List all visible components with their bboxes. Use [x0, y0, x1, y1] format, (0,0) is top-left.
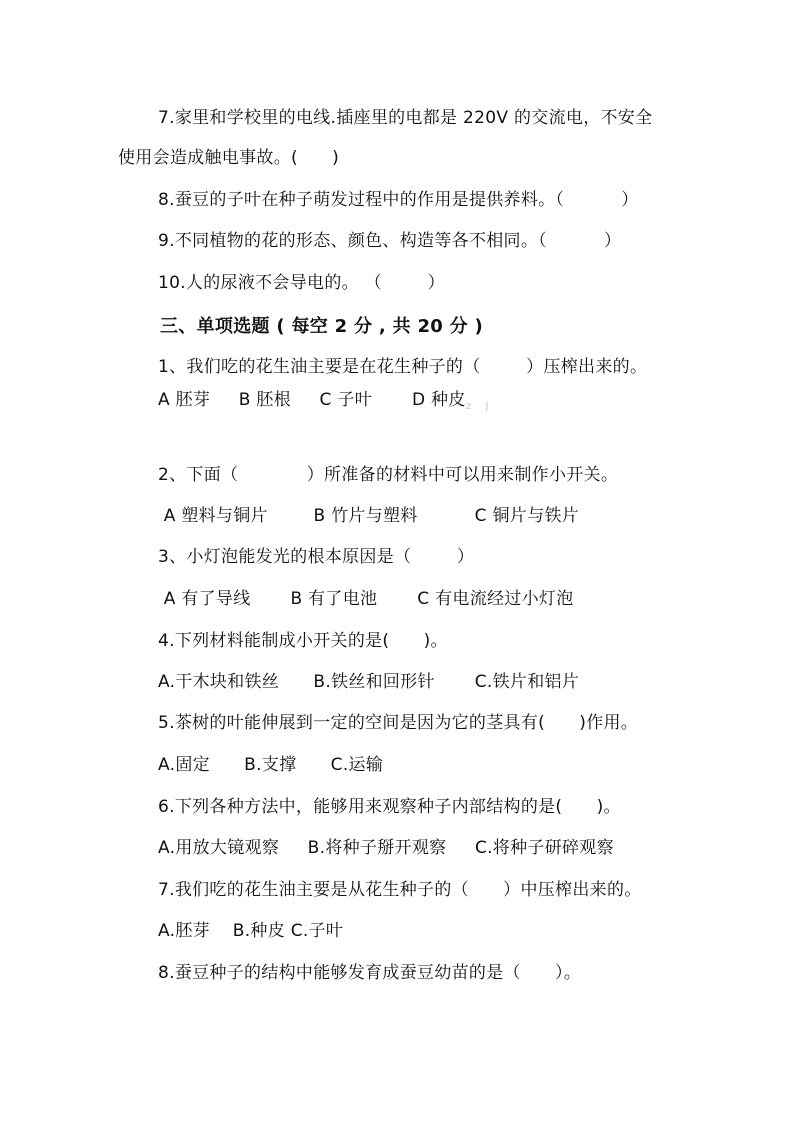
- choice-q2-options: A 塑料与铜片 B 竹片与塑料 C 铜片与铁片: [158, 506, 580, 526]
- judgment-q7-line2: 使用会造成触电事故。( ): [118, 148, 340, 168]
- choice-q1-question: 1、我们吃的花生油主要是在花生种子的（ ）压榨出来的。: [158, 357, 648, 377]
- choice-q2-question: 2、下面（ ）所准备的材料中可以用来制作小开关。: [158, 465, 619, 485]
- judgment-q8: 8.蚕豆的子叶在种子萌发过程中的作用是提供养料。（ ）: [158, 190, 639, 210]
- judgment-q7-line1: 7.家里和学校里的电线.插座里的电都是 220V 的交流电，不安全: [158, 108, 653, 128]
- choice-q3-question: 3、小灯泡能发光的根本原因是（ ）: [158, 547, 475, 567]
- choice-q5-question: 5.茶树的叶能伸展到一定的空间是因为它的茎具有( )作用。: [158, 713, 639, 733]
- choice-q6-question: 6.下列各种方法中，能够用来观察种子内部结构的是( )。: [158, 797, 621, 817]
- choice-q5-options: A.固定 B.支撑 C.运输: [158, 755, 384, 775]
- choice-q8-question: 8.蚕豆种子的结构中能够发育成蚕豆幼苗的是（ ）。: [158, 963, 582, 983]
- choice-q1-options: A 胚芽 B 胚根 C 子叶 D 种皮: [158, 390, 466, 410]
- choice-q6-options: A.用放大镜观察 B.将种子掰开观察 C.将种子研碎观察: [158, 838, 614, 858]
- judgment-q9: 9.不同植物的花的形态、颜色、构造等各不相同。（ ）: [158, 231, 622, 251]
- choice-q4-options: A.干木块和铁丝 B.铁丝和回形针 C.铁片和铝片: [158, 672, 580, 692]
- choice-q7-question: 7.我们吃的花生油主要是从花生种子的（ ）中压榨出来的。: [158, 880, 642, 900]
- choice-q3-options: A 有了导线 B 有了电池 C 有电流经过小灯泡: [158, 589, 574, 609]
- section-title-single-choice: 三、单项选题 ( 每空 2 分 , 共 20 分 ): [160, 316, 484, 337]
- choice-q4-question: 4.下列材料能制成小开关的是( )。: [158, 631, 448, 651]
- judgment-q10: 10.人的尿液不会导电的。 （ ）: [158, 273, 445, 293]
- faint-mark: z J: [466, 401, 489, 412]
- choice-q7-options: A.胚芽 B.种皮 C.子叶: [158, 921, 344, 941]
